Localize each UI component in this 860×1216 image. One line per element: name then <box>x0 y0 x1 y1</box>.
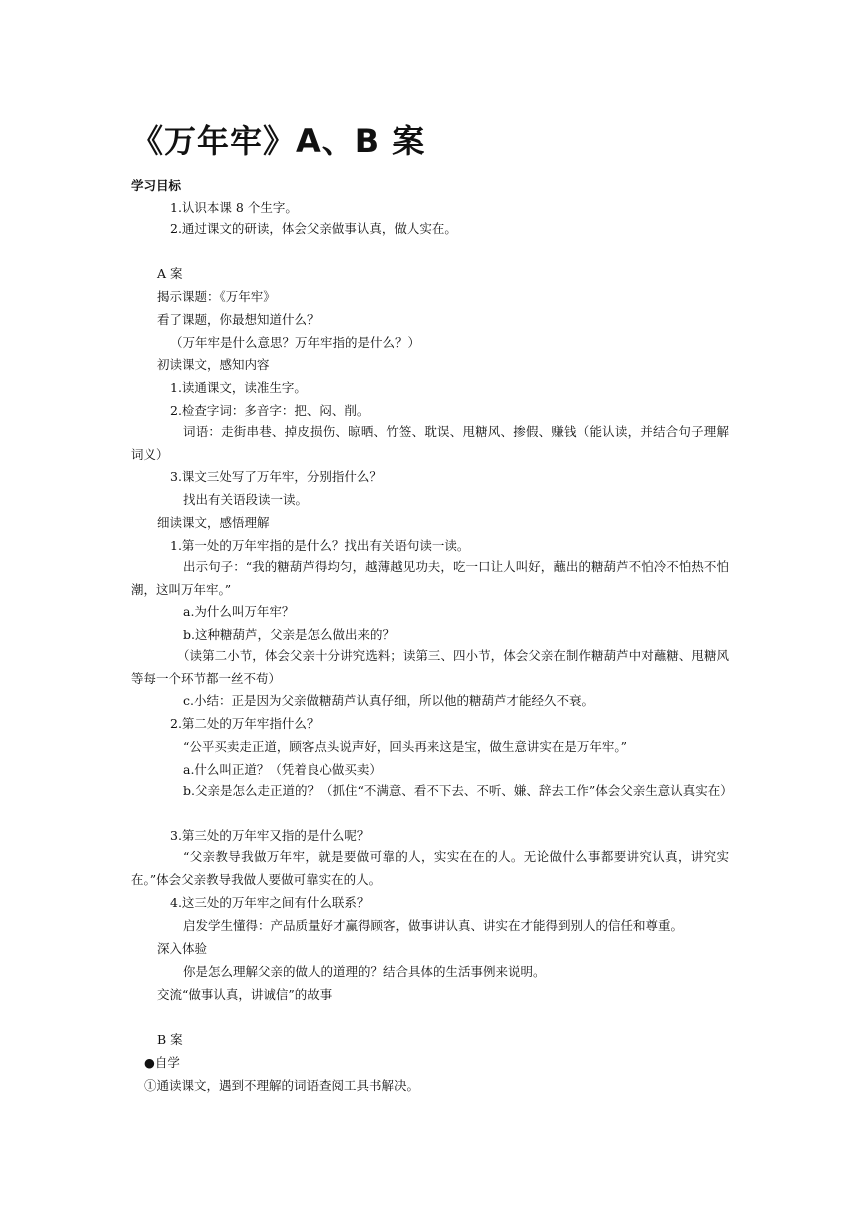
sub-question: a.为什么叫万年牢？ <box>183 604 295 619</box>
reveal-title: 揭示课题：《万年牢》 <box>157 289 276 304</box>
point-item: 4.这三处的万年牢之间有什么联系？ <box>170 895 370 910</box>
document-title: 《万年牢》A、B 案 <box>131 122 426 160</box>
summary-text: c.小结：正是因为父亲做糖葫芦认真仔细，所以他的糖葫芦才能经久不衰。 <box>183 693 594 708</box>
sub-question: b.父亲是怎么走正道的？（抓住“不满意、看不下去、不听、嫌、辞去工作”体会父亲生意认真实在） <box>183 783 733 798</box>
objective-item: 1.认识本课 8 个生字。 <box>170 200 298 215</box>
section-first-reading: 初读课文，感知内容 <box>157 357 270 372</box>
question-note: （万年牢是什么意思？万年牢指的是什么？） <box>170 335 421 350</box>
sub-question-note: （读第二小节，体会父亲十分讲究选料；读第三、四小节，体会父亲在制作糖葫芦中对蘸糖、甩糖风等每一个环节都一丝不苟） <box>131 648 729 686</box>
self-study-label: ●自学 <box>144 1055 180 1070</box>
step-item: 3.课文三处写了万年牢，分别指什么？ <box>170 469 382 484</box>
step-item: 2.检查字词：多音字：把、闷、削。 <box>170 403 370 418</box>
plan-b-heading: B 案 <box>157 1032 183 1047</box>
objectives-heading: 学习目标 <box>131 178 182 193</box>
section-deep-experience: 深入体验 <box>157 941 208 956</box>
section-close-reading: 细读课文，感悟理解 <box>157 515 270 530</box>
point-item: 3.第三处的万年牢又指的是什么呢？ <box>170 828 370 843</box>
step-note: 找出有关语段读一读。 <box>183 492 309 507</box>
vocab-note: 词语：走街串巷、掉皮损伤、晾晒、竹签、耽误、甩糖风、掺假、赚钱（能认读，并结合句子理解词义） <box>131 424 729 462</box>
plan-a-heading: A 案 <box>157 266 183 281</box>
sub-question: a.什么叫正道？（凭着良心做买卖） <box>183 762 382 777</box>
guidance-text: 启发学生懂得：产品质量好才赢得顾客，做事讲认真、讲实在才能得到别人的信任和尊重。 <box>183 918 684 933</box>
plan-b-step: ①通读课文，遇到不理解的词语查阅工具书解决。 <box>144 1078 420 1093</box>
prompt-text: 你是怎么理解父亲的做人的道理的？结合具体的生活事例来说明。 <box>183 964 546 979</box>
quote-text: “公平买卖走正道，顾客点头说声好，回头再来这是宝，做生意讲实在是万年牢。” <box>183 739 628 754</box>
point-item: 1.第一处的万年牢指的是什么？找出有关语句读一读。 <box>170 538 470 553</box>
sub-question: b.这种糖葫芦，父亲是怎么做出来的？ <box>183 627 395 642</box>
objective-item: 2.通过课文的研读，体会父亲做事认真，做人实在。 <box>170 221 457 236</box>
quote-text: “父亲教导我做万年牢，就是要做可靠的人，实实在在的人。无论做什么事都要讲究认真，讲究实在。”体会父亲教导我做人要做可靠实在的人。 <box>131 849 729 887</box>
step-item: 1.读通课文，读准生字。 <box>170 380 307 395</box>
point-item: 2.第二处的万年牢指什么？ <box>170 716 320 731</box>
exchange-text: 交流“做事认真，讲诚信”的故事 <box>157 987 333 1002</box>
quote-text: 出示句子：“我的糖葫芦得均匀，越薄越见功夫，吃一口让人叫好，蘸出的糖葫芦不怕冷不怕热不怕潮，这叫万年牢。” <box>131 559 729 597</box>
question-text: 看了课题，你最想知道什么？ <box>157 312 320 327</box>
